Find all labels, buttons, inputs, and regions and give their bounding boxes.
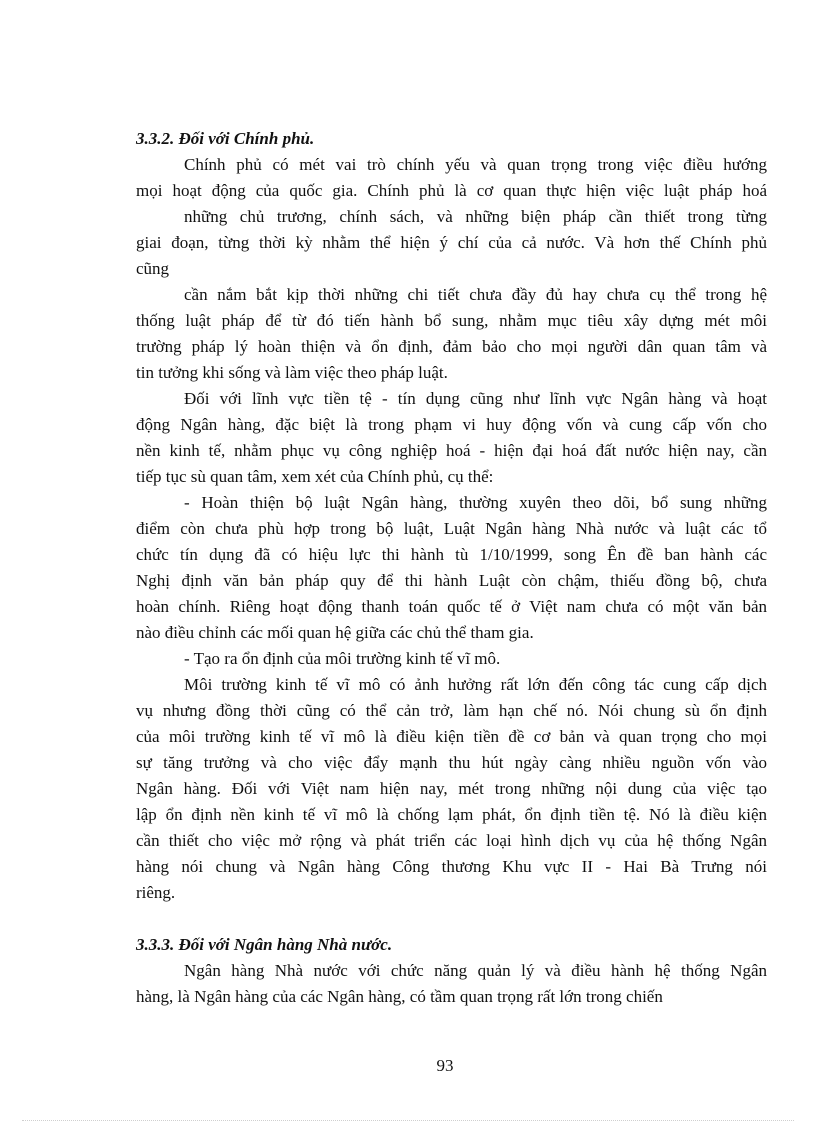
body-line: trường pháp lý hoàn thiện và ổn định, đảm bảo cho mọi người dân quan tâm và [136,337,767,356]
body-line: Đối với lĩnh vực tiền tệ - tín dụng cũng như lĩnh vực Ngân hàng và hoạt [184,389,767,408]
body-line: tin tưởng khi sống và làm việc theo pháp luật. [136,363,448,382]
body-line: Ngân hàng. Đối với Việt nam hiện nay, mét trong những nội dung của việc tạo [136,779,767,798]
page-body [136,126,767,1010]
body-line: những chủ trương, chính sách, và những biện pháp cần thiết trong từng [184,207,767,226]
body-line: cũng [136,259,170,278]
body-line: nền kinh tế, nhằm phục vụ công nghiệp hoá - hiện đại hoá đất nước hiện nay, cần [136,441,767,460]
body-line: tiếp tục sù quan tâm, xem xét của Chính phủ, cụ thể: [136,467,494,486]
section-heading-3-3-3: 3.3.3. Đối với Ngân hàng Nhà nước. [136,935,393,954]
body-line: của môi trường kinh tế vĩ mô là điều kiện tiền đề cơ bản và quan trọng cho mọi [136,727,767,746]
section-heading-3-3-2: 3.3.2. Đối với Chính phủ. [136,129,315,148]
body-line: hàng nói chung và Ngân hàng Công thương Khu vực II - Hai Bà Trưng nói [136,857,767,876]
body-line: chức tín dụng đã có hiệu lực thi hành tù 1/10/1999, song Ên đề ban hành các [136,545,767,564]
page-bottom-divider [22,1120,794,1121]
body-line: cần nắm bắt kịp thời những chi tiết chưa đầy đủ hay chưa cụ thể trong hệ [184,285,767,304]
body-line: mọi hoạt động của quốc gia. Chính phủ là cơ quan thực hiện việc luật pháp hoá [136,181,767,200]
body-line: Chính phủ có mét vai trò chính yếu và quan trọng trong việc điều hướng [184,155,767,174]
body-line: thống luật pháp để từ đó tiến hành bổ sung, nhằm mục tiêu xây dựng mét môi [136,311,767,330]
body-line: Ngân hàng Nhà nước với chức năng quản lý và điều hành hệ thống Ngân [184,961,767,980]
body-line: vụ nhưng đồng thời cũng có thể cản trở, làm hạn chế nó. Nói chung sù ổn định [136,701,767,720]
body-line: riêng. [136,883,176,902]
body-line: hàng, là Ngân hàng của các Ngân hàng, có tầm quan trọng rất lớn trong chiến [136,987,663,1006]
body-line: lập ổn định nền kinh tế vĩ mô là chống lạm phát, ổn định tiền tệ. Nó là điều kiện [136,805,767,824]
body-line: hoàn chính. Riêng hoạt động thanh toán quốc tế ở Việt nam chưa có một văn bản [136,597,767,616]
body-line: nào điều chỉnh các mối quan hệ giữa các chủ thể tham gia. [136,623,534,642]
body-line: điểm còn chưa phù hợp trong bộ luật, Luật Ngân hàng Nhà nước và luật các tổ [136,519,767,538]
body-line: cần thiết cho việc mở rộng và phát triển các loại hình dịch vụ của hệ thống Ngân [136,831,767,850]
body-line: - Tạo ra ổn định của môi trường kinh tế vĩ mô. [184,649,501,668]
body-line: giai đoạn, từng thời kỳ nhằm thể hiện ý chí của cả nước. Và hơn thế Chính phủ [136,233,767,252]
body-line: Môi trường kinh tế vĩ mô có ảnh hưởng rất lớn đến công tác cung cấp dịch [184,675,767,694]
page-number: 93 [436,1056,454,1075]
body-line: sự tăng trưởng và cho việc đẩy mạnh thu hút ngày càng nhiều nguồn vốn vào [136,753,767,772]
section-spacer [136,906,767,932]
body-line: động Ngân hàng, đặc biệt là trong phạm vi huy động vốn và cung cấp vốn cho [136,415,767,434]
body-line: - Hoàn thiện bộ luật Ngân hàng, thường xuyên theo dõi, bổ sung những [184,493,767,512]
body-line: Nghị định văn bản pháp quy để thi hành Luật còn chậm, thiếu đồng bộ, chưa [136,571,767,590]
